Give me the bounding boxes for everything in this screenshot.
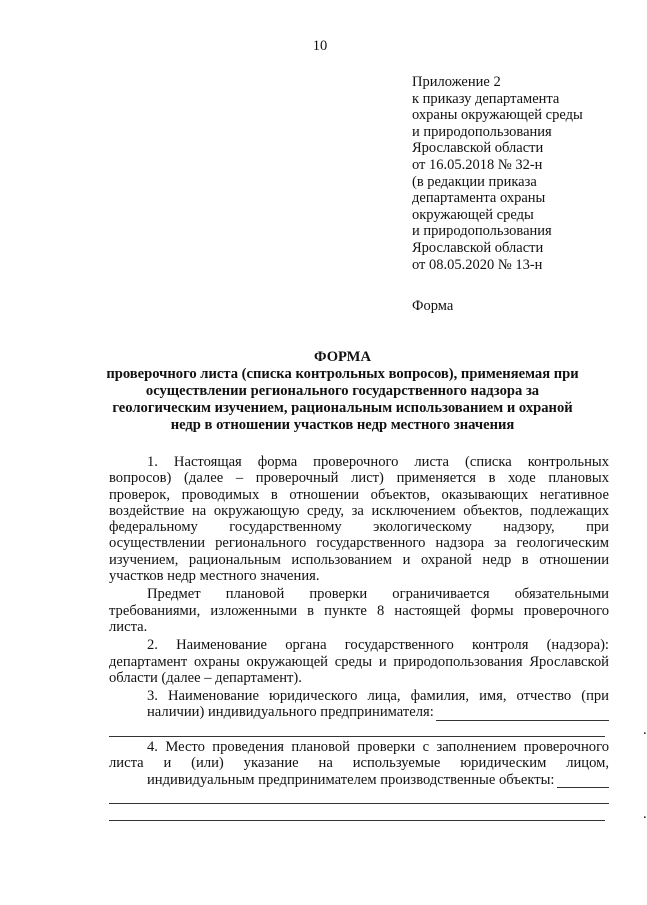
- appendix-line: Приложение 2: [412, 74, 501, 90]
- fill-label: наличии) индивидуального предпринимателя:: [147, 704, 434, 721]
- form-label: Форма: [412, 298, 454, 314]
- fill-row: [109, 772, 609, 788]
- paragraph-line: 1. Настоящая форма проверочного листа (списка контрольных: [147, 454, 609, 470]
- blank-line: [109, 788, 609, 804]
- paragraph-line: осуществлении регионального государственного надзора за геологическим: [109, 535, 609, 552]
- paragraph-line: листа и (или) указание на используемые юридическим лицом,: [109, 755, 609, 772]
- paragraph-line: 4. Место проведения плановой проверки с заполнением проверочного: [147, 739, 609, 756]
- legal-entity-name-field-continued[interactable]: [109, 723, 605, 737]
- appendix-block: [412, 74, 627, 273]
- appendix-line: от 08.05.2020 № 13-н: [412, 256, 543, 273]
- inspection-location-field[interactable]: [557, 774, 610, 788]
- paragraph-1: [109, 454, 609, 584]
- title-line: проверочного листа (списка контрольных вопросов), применяемая при: [106, 366, 579, 382]
- title-line: недр в отношении участков недр местного значения: [170, 417, 515, 433]
- paragraph-line: проверок, проводимых в отношении объектов, оказывающих негативное: [109, 486, 609, 503]
- appendix-line: к приказу департамента: [412, 90, 560, 107]
- appendix-line: от 16.05.2018 № 32-н: [412, 156, 543, 173]
- paragraph-line: департамент охраны окружающей среды и природопользования Ярославской: [109, 653, 609, 670]
- paragraph-line: области (далее – департамент).: [109, 669, 302, 686]
- appendix-line: (в редакции приказа: [412, 173, 537, 190]
- paragraph-4: [109, 739, 647, 822]
- blank-line: [109, 721, 647, 739]
- inspection-location-field-continued[interactable]: [109, 790, 609, 804]
- paragraph-1-subject: [109, 586, 609, 635]
- line-end-dot: .: [643, 722, 647, 739]
- appendix-line: и природопользования: [412, 223, 552, 240]
- line-end-dot: .: [643, 805, 647, 822]
- paragraph-2: [109, 637, 609, 686]
- paragraph-line: воздействие на окружающую среду, за исключением объектов, подлежащих: [109, 502, 609, 519]
- title-line: геологическим изучением, рациональным использованием и охраной: [112, 400, 573, 416]
- paragraph-line: требованиями, изложенными в пункте 8 настоящей формы проверочного: [109, 602, 609, 619]
- legal-entity-name-field[interactable]: [436, 707, 609, 721]
- paragraph-line: листа.: [109, 618, 148, 635]
- title-line: осуществлении регионального государственного надзора за: [145, 383, 540, 399]
- appendix-line: Ярославской области: [412, 239, 544, 256]
- paragraph-line: федеральному государственному экологическому надзору, при: [109, 519, 609, 536]
- appendix-line: и природопользования: [412, 123, 552, 140]
- paragraph-line: участков недр местного значения.: [109, 568, 320, 585]
- document-title: [80, 349, 605, 434]
- fill-label: индивидуальным предпринимателем производственные объекты:: [147, 771, 555, 788]
- appendix-line: окружающей среды: [412, 206, 534, 223]
- title-heading: ФОРМА: [313, 349, 371, 365]
- appendix-line: Ярославской области: [412, 140, 544, 157]
- appendix-line: охраны окружающей среды: [412, 107, 583, 124]
- paragraph-line: 2. Наименование органа государственного контроля (надзора):: [147, 637, 609, 654]
- fill-row: [109, 704, 609, 720]
- paragraph-line: Предмет плановой проверки ограничивается обязательными: [147, 586, 609, 603]
- document-body: [109, 454, 647, 823]
- paragraph-line: изучением, рациональным использованием и охраной недр в отношении: [109, 551, 609, 568]
- page-number: 10: [312, 38, 328, 54]
- paragraph-line: 3. Наименование юридического лица, фамилия, имя, отчество (при: [147, 688, 609, 705]
- blank-line: [109, 804, 647, 822]
- inspection-location-field-continued[interactable]: [109, 807, 605, 821]
- paragraph-3: [109, 688, 647, 739]
- paragraph-line: вопросов) (далее – проверочный лист) применяется в ходе плановых: [109, 470, 609, 487]
- appendix-line: департамента охраны: [412, 190, 546, 207]
